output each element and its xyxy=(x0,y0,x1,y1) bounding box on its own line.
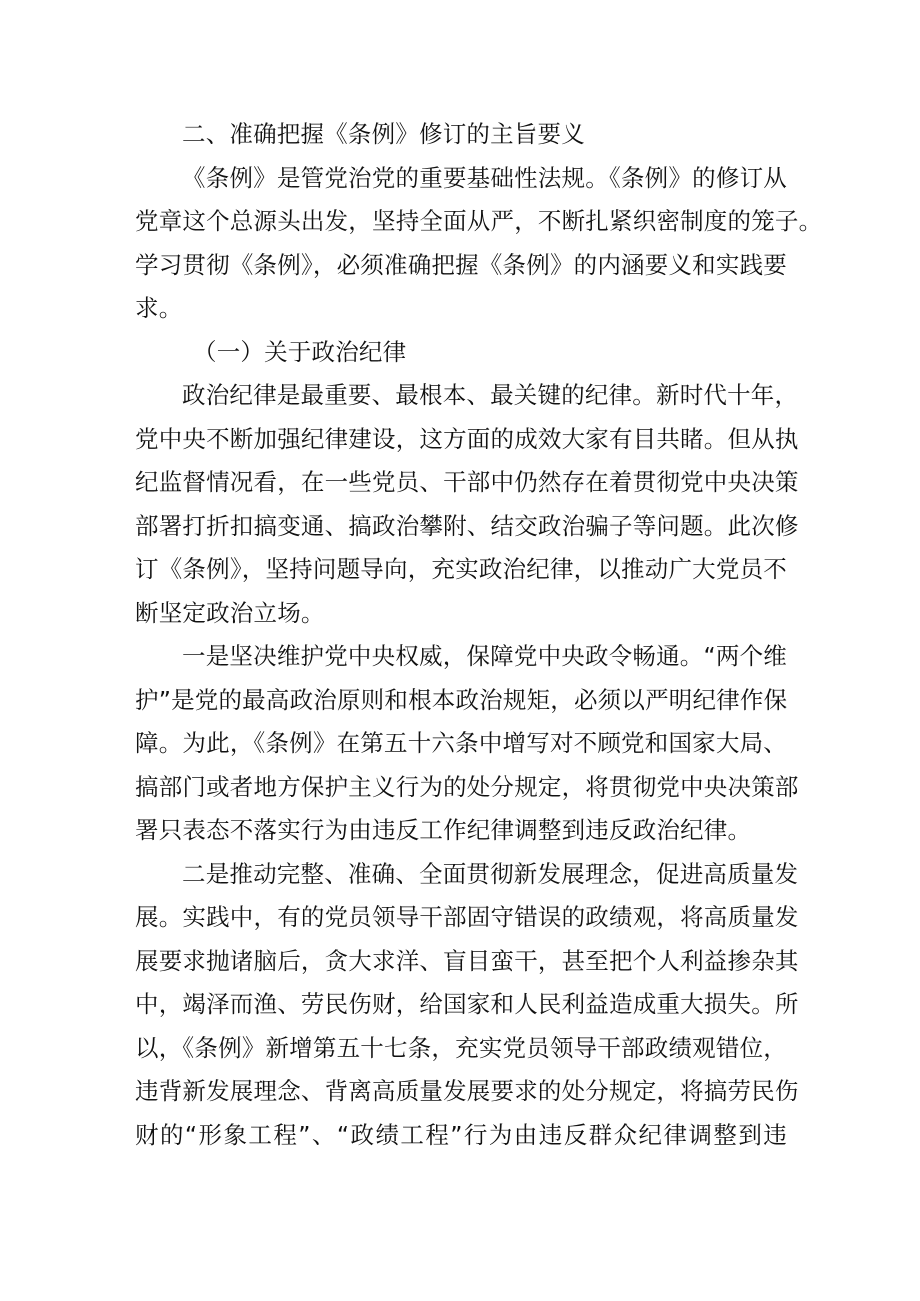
paragraph-political-discipline xyxy=(135,374,799,635)
subheading-political-discipline xyxy=(135,331,787,375)
paragraph-line: 订《条例》，坚持问题导向，充实政治纪律，以推动广大党员不 xyxy=(135,555,787,583)
paragraph-line: 党章这个总源头出发，坚持全面从严，不断扎紧织密制度的笼子。 xyxy=(135,207,823,235)
paragraph-line: 搞部门或者地方保护主义行为的处分规定，将贯彻党中央决策部 xyxy=(135,772,799,801)
paragraph-line: 展要求抛诸脑后，贪大求洋、盲目蛮干，甚至把个人利益掺杂其 xyxy=(135,946,799,975)
document-body xyxy=(135,113,823,1157)
paragraph-line: 违背新发展理念、背离高质量发展要求的处分规定，将搞劳民伤 xyxy=(135,1077,799,1105)
paragraph-line: 中，竭泽而渔、劳民伤财，给国家和人民利益造成重大损失。所 xyxy=(135,990,799,1018)
paragraph-line: 断坚定政治立场。 xyxy=(135,598,325,627)
paragraph-line: 学习贯彻《条例》，必须准确把握《条例》的内涵要义和实践要 xyxy=(135,250,787,279)
paragraph-line: 党中央不断加强纪律建设，这方面的成效大家有目共睹。但从执 xyxy=(135,424,799,453)
paragraph-point-two xyxy=(135,853,799,1158)
paragraph-line: 展。实践中，有的党员领导干部固守错误的政绩观，将高质量发 xyxy=(135,903,799,931)
paragraph-line: 一是坚决维护党中央权威，保障党中央政令畅通。“两个维 xyxy=(182,642,787,670)
paragraph-line: 纪监督情况看，在一些党员、干部中仍然存在着贯彻党中央决策 xyxy=(135,468,799,496)
paragraph-line: 障。为此，《条例》在第五十六条中增写对不顾党和国家大局、 xyxy=(135,729,787,757)
paragraph-line: 财的“形象工程”、“政绩工程”行为由违反群众纪律调整到违 xyxy=(135,1120,787,1149)
section-heading: 二、准确把握《条例》修订的主旨要义 xyxy=(182,120,585,148)
paragraph-point-one xyxy=(135,635,799,853)
paragraph-line: 求。 xyxy=(135,294,183,322)
paragraph-line: 部署打折扣搞变通、搞政治攀附、结交政治骗子等问题。此次修 xyxy=(135,511,799,540)
paragraph-line: 二是推动完整、准确、全面贯彻新发展理念，促进高质量发 xyxy=(182,859,799,888)
paragraph-line: 署只表态不落实行为由违反工作纪律调整到违反政治纪律。 xyxy=(135,816,752,844)
paragraph-line: 《条例》是管党治党的重要基础性法规。《条例》的修订从 xyxy=(182,163,787,192)
paragraph-intro xyxy=(135,157,823,331)
paragraph-line: 护”是党的最高政治原则和根本政治规矩，必须以严明纪律作保 xyxy=(135,685,788,714)
subheading-line: （一）关于政治纪律 xyxy=(193,337,407,366)
paragraph-line: 政治纪律是最重要、最根本、最关键的纪律。新时代十年， xyxy=(182,381,799,409)
paragraph-line: 以，《条例》新增第五十七条，充实党员领导干部政绩观错位， xyxy=(135,1033,787,1062)
